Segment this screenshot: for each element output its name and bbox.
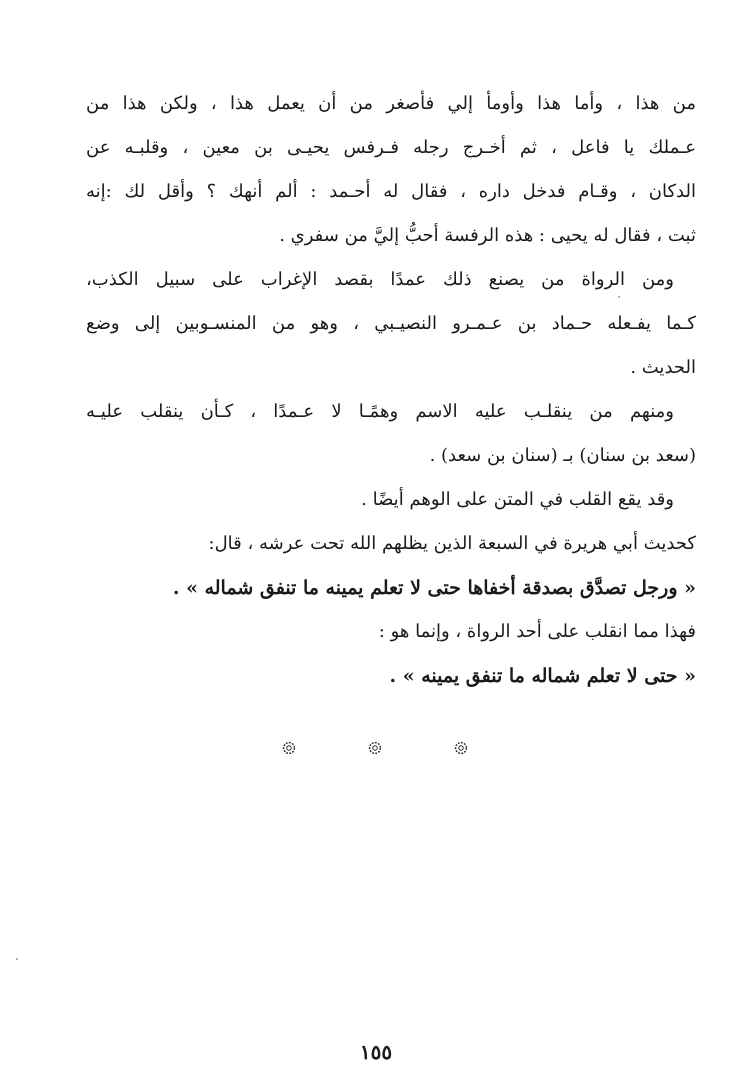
text-line: من هذا ، وأما هذا وأومأ إلي فأصغر من أن يعمل هذا ، ولكن هذا من bbox=[86, 93, 696, 114]
section-divider bbox=[280, 736, 470, 760]
text-line: ومنهم من ينقلـب عليه الاسم وهمًـا لا عـمدًا ، كـأن ينقلب عليـه bbox=[86, 401, 674, 422]
hadith-quote bbox=[86, 654, 696, 698]
paragraph bbox=[86, 258, 696, 390]
text-line: وقد يقع القلب في المتن على الوهم أيضًا . bbox=[361, 489, 674, 510]
paragraph bbox=[86, 522, 696, 566]
text-line: ثبت ، فقال له يحيى : هذه الرفسة أحبُّ إليَّ من سفري . bbox=[279, 225, 696, 246]
quote-line: « حتى لا تعلم شماله ما تنفق يمينه » . bbox=[389, 665, 696, 687]
text-line: فهذا مما انقلب على أحد الرواة ، وإنما هو : bbox=[378, 621, 696, 642]
paragraph bbox=[86, 478, 696, 522]
ornament-icon bbox=[452, 739, 470, 757]
scan-speck bbox=[618, 296, 620, 298]
paragraph bbox=[86, 82, 696, 258]
text-line: (سعد بن سنان) بـ (سنان بن سعد) . bbox=[429, 445, 696, 466]
hadith-quote bbox=[86, 566, 696, 610]
body-text bbox=[86, 82, 696, 698]
ornament-icon bbox=[280, 739, 298, 757]
ornament-icon bbox=[366, 739, 384, 757]
text-line: عـملك يا فاعل ، ثم أخـرج رجله فـرفس يحيـى بن معين ، وقلبـه عن bbox=[86, 137, 696, 158]
text-line: الدكان ، وقـام فدخل داره ، فقال له أحـمد : ألم أنهك ؟ وأقل لك :إنه bbox=[86, 181, 696, 202]
text-line: ومن الرواة من يصنع ذلك عمدًا بقصد الإغراب على سبيل الكذب، bbox=[86, 269, 674, 290]
text-line: الحديث . bbox=[630, 357, 696, 378]
paragraph bbox=[86, 610, 696, 654]
text-line: كحديث أبي هريرة في السبعة الذين يظلهم الله تحت عرشه ، قال: bbox=[208, 533, 696, 554]
text-line: كـما يفـعله حـماد بن عـمـرو النصيـبي ، وهو من المنسـوبين إلى وضع bbox=[86, 313, 696, 334]
scan-speck bbox=[16, 958, 18, 960]
paragraph bbox=[86, 390, 696, 478]
quote-line: « ورجل تصدَّق بصدقة أخفاها حتى لا تعلم يمينه ما تنفق شماله » . bbox=[172, 577, 696, 599]
page-number: ١٥٥ bbox=[359, 1040, 393, 1064]
